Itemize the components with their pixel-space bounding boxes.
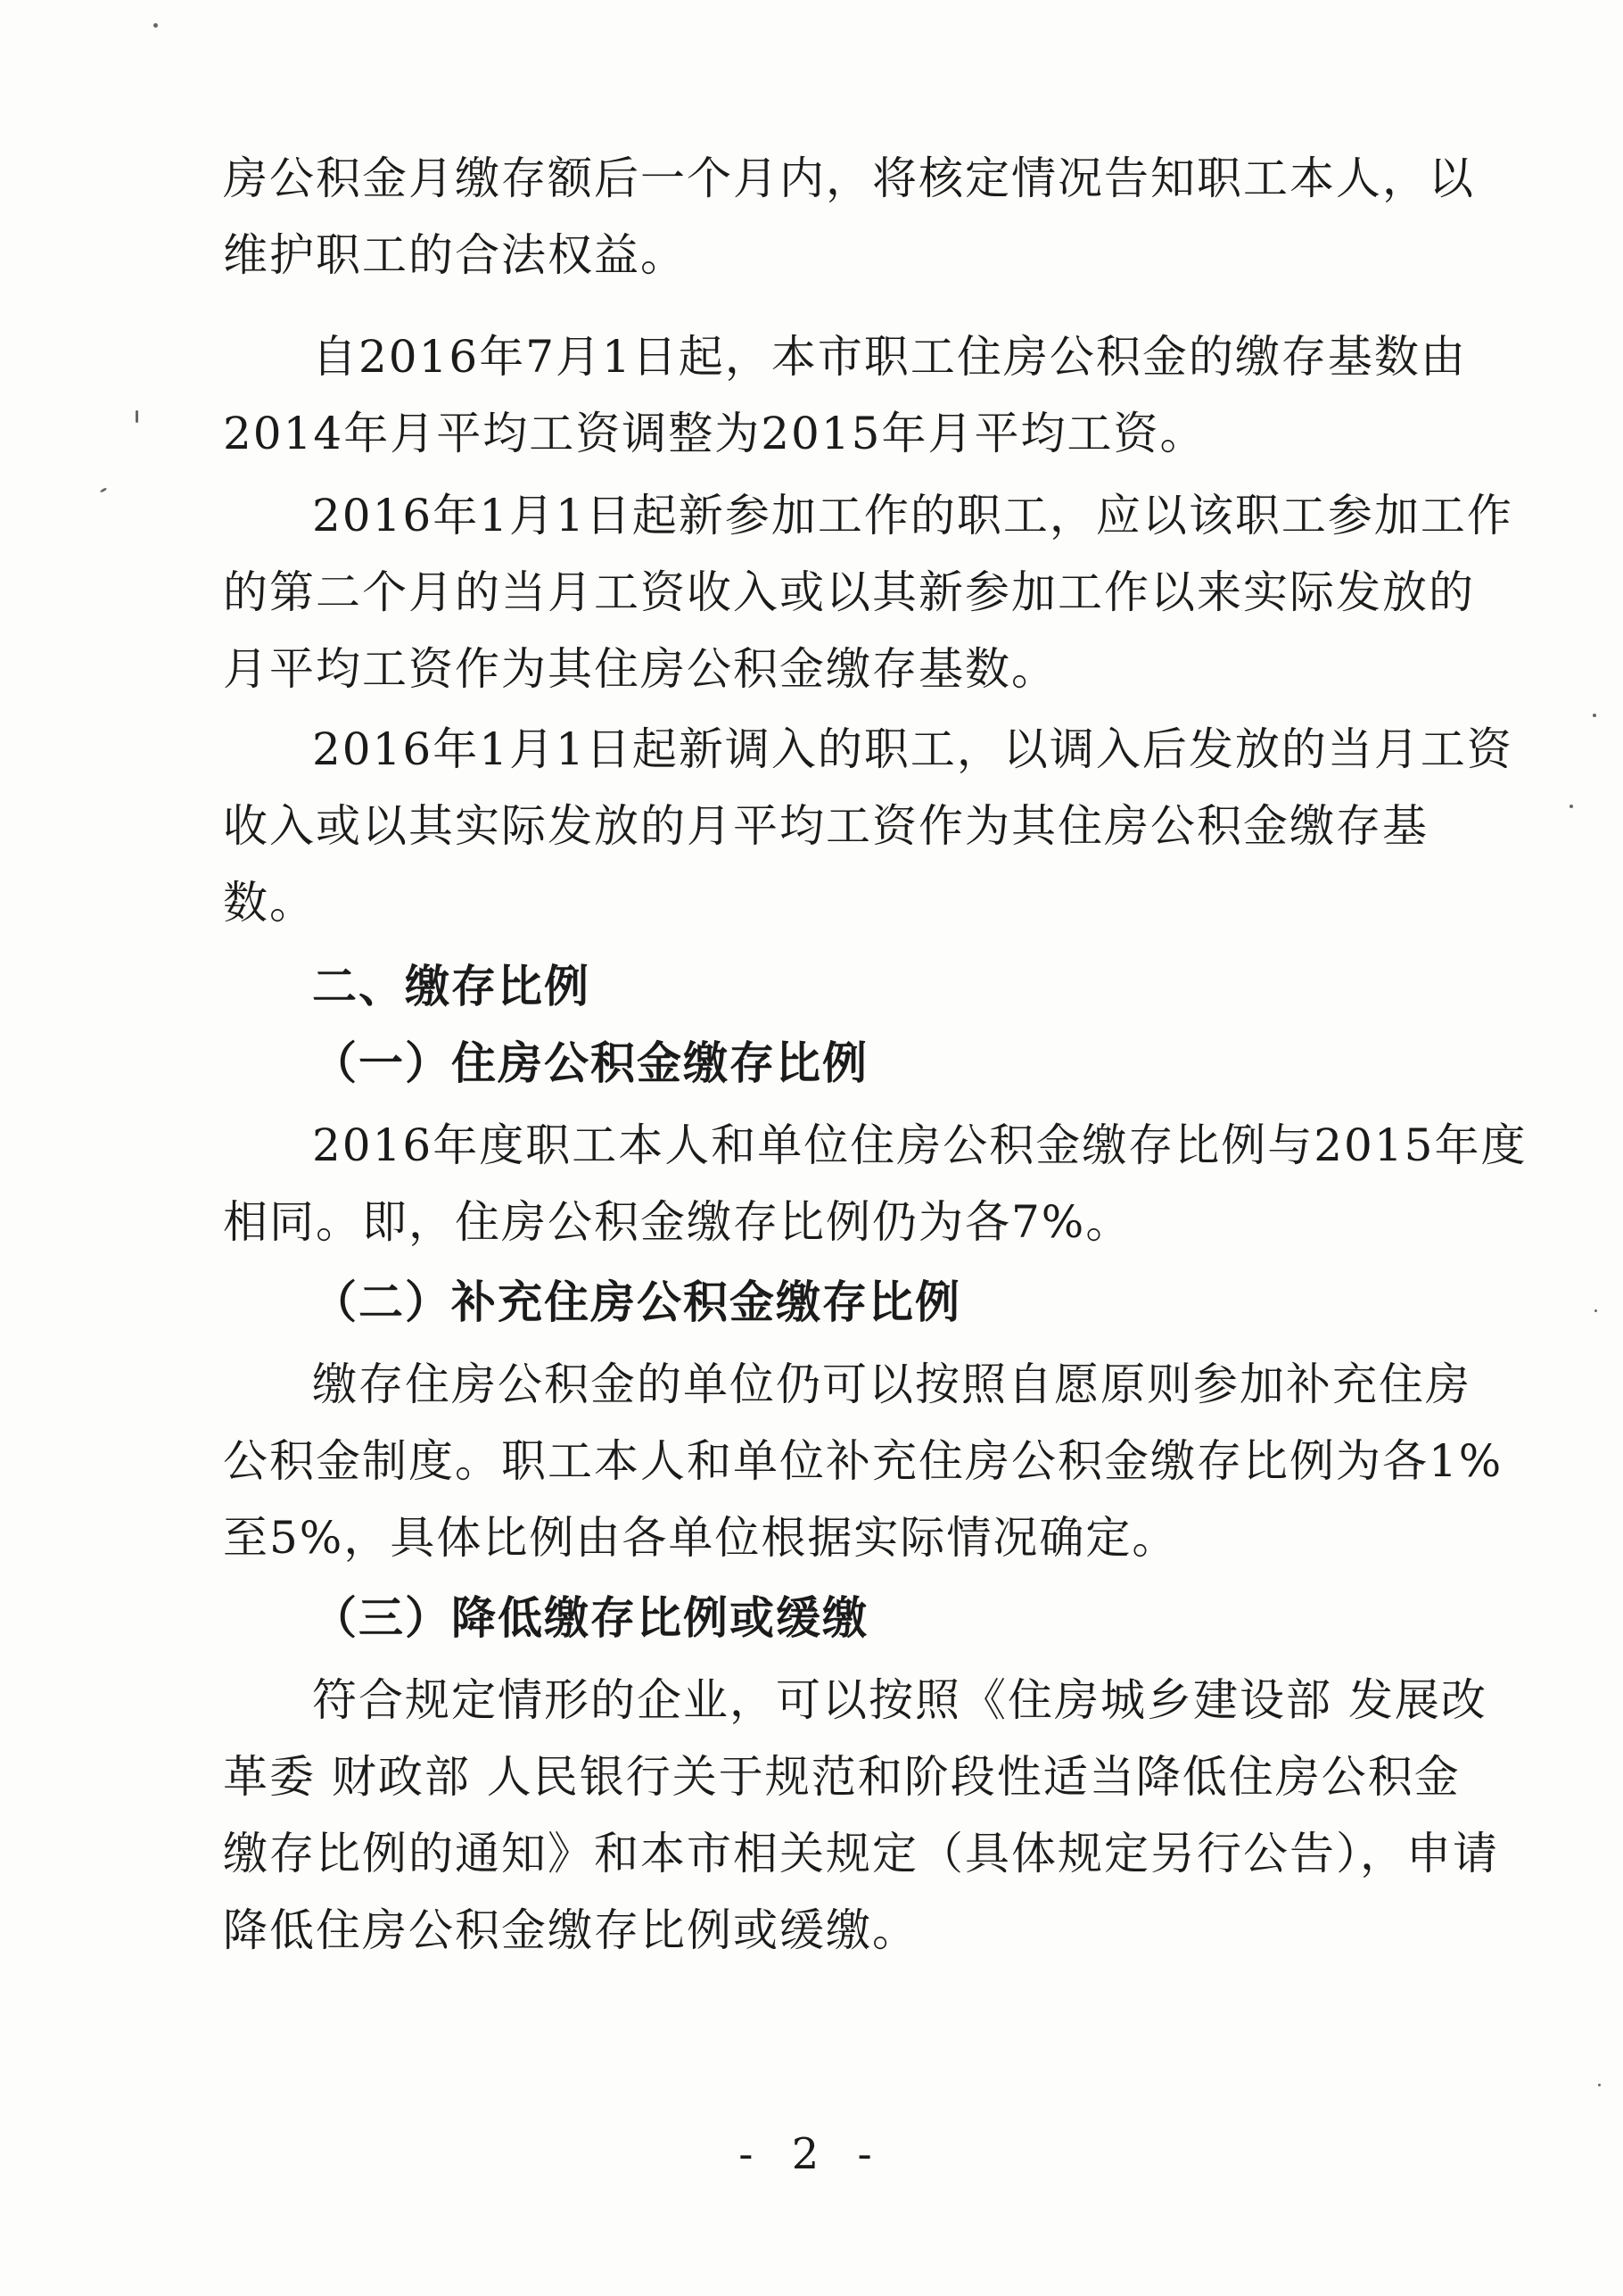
body-text-line: 自2016年7月1日起，本市职工住房公积金的缴存基数由 <box>312 331 1467 383</box>
subsection-heading: （一）住房公积金缴存比例 <box>312 1037 869 1089</box>
body-text-line: 至5%，具体比例由各单位根据实际情况确定。 <box>223 1512 1179 1564</box>
body-text-line: 革委 财政部 人民银行关于规范和阶段性适当降低住房公积金 <box>223 1751 1461 1803</box>
body-text-line: 降低住房公积金缴存比例或缓缴。 <box>223 1904 919 1956</box>
subsection-heading: （二）补充住房公积金缴存比例 <box>312 1276 961 1328</box>
body-text-line: 相同。即，住房公积金缴存比例仍为各7%。 <box>223 1196 1133 1248</box>
body-text-line: 缴存住房公积金的单位仍可以按照自愿原则参加补充住房 <box>312 1359 1471 1410</box>
body-text-line: 公积金制度。职工本人和单位补充住房公积金缴存比例为各1% <box>223 1435 1504 1487</box>
body-text-line: 2016年1月1日起新参加工作的职工，应以该职工参加工作 <box>312 490 1513 541</box>
body-text-line: 月平均工资作为其住房公积金缴存基数。 <box>223 643 1058 695</box>
body-text-line: 2014年月平均工资调整为2015年月平均工资。 <box>223 408 1207 459</box>
body-text-line: 符合规定情形的企业，可以按照《住房城乡建设部 发展改 <box>312 1674 1487 1726</box>
body-text-line: 2016年度职工本人和单位住房公积金缴存比例与2015年度 <box>312 1119 1528 1171</box>
body-text-line: 数。 <box>223 877 316 929</box>
page-number: - 2 - <box>738 2129 885 2179</box>
section-heading: 二、缴存比例 <box>312 961 590 1012</box>
scan-speck <box>100 487 107 493</box>
scan-speck <box>1593 714 1596 717</box>
body-text-line: 收入或以其实际发放的月平均工资作为其住房公积金缴存基 <box>223 800 1429 852</box>
scan-speck <box>1569 805 1573 808</box>
scan-speck <box>136 410 138 423</box>
body-text-line: 缴存比例的通知》和本市相关规定（具体规定另行公告），申请 <box>223 1828 1499 1879</box>
body-text-line: 的第二个月的当月工资收入或以其新参加工作以来实际发放的 <box>223 566 1475 618</box>
subsection-heading: （三）降低缴存比例或缓缴 <box>312 1592 869 1644</box>
body-text-line: 维护职工的合法权益。 <box>223 229 687 281</box>
scan-speck <box>1598 2084 1601 2086</box>
body-text-line: 房公积金月缴存额后一个月内，将核定情况告知职工本人，以 <box>223 153 1475 204</box>
body-text-line: 2016年1月1日起新调入的职工，以调入后发放的当月工资 <box>312 723 1513 775</box>
scan-speck <box>153 23 158 28</box>
scan-speck <box>1594 1309 1597 1312</box>
